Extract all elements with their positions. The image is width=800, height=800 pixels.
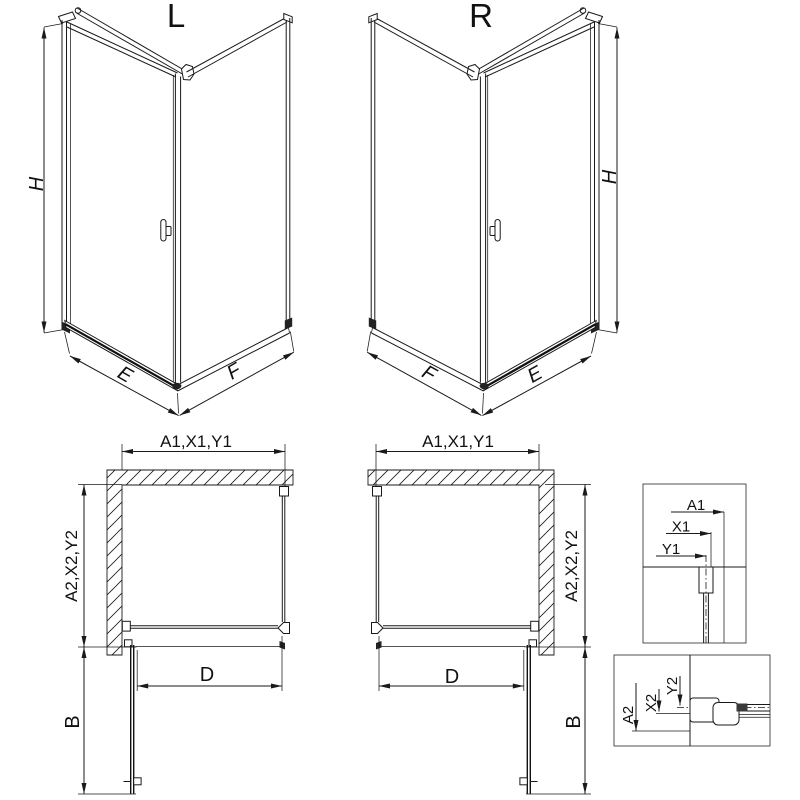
detail-box-top: [643, 484, 746, 643]
label-entry: D: [199, 664, 215, 686]
label-x2: X2: [643, 693, 660, 713]
detail-box-bottom: [614, 655, 770, 746]
plan-view-right: [368, 432, 591, 794]
figure-3d-right: [367, 0, 621, 416]
label-x1: X1: [671, 518, 691, 536]
clamp-profile-section: [713, 703, 739, 726]
label-a1: A1: [686, 497, 706, 514]
label-side-width: F: [418, 361, 440, 387]
label-side-width: F: [223, 359, 245, 385]
label-y2: Y2: [664, 676, 681, 696]
seal-section: [737, 704, 748, 712]
label-y1: Y1: [661, 541, 681, 558]
label-wall-top-dims: A1,X1,Y1: [160, 432, 232, 451]
label-height: H: [599, 169, 621, 185]
label-variant-left: L: [166, 0, 186, 34]
label-a2: A2: [620, 705, 637, 725]
label-door-width: E: [523, 361, 547, 388]
label-variant-right: R: [469, 0, 493, 34]
label-wall-side-dims: A2,X2,Y2: [62, 530, 81, 602]
label-door-open: B: [62, 715, 84, 729]
label-door-open: B: [563, 715, 585, 729]
walls-hatched: [368, 470, 554, 655]
label-door-width: E: [113, 361, 137, 388]
label-wall-top-dims: A1,X1,Y1: [422, 432, 494, 451]
plan-view-left: [62, 432, 293, 794]
figure-3d-left: [26, 0, 294, 416]
walls-hatched: [107, 470, 293, 655]
label-entry: D: [444, 666, 460, 688]
label-height: H: [26, 176, 48, 192]
label-wall-side-dims: A2,X2,Y2: [562, 530, 581, 602]
